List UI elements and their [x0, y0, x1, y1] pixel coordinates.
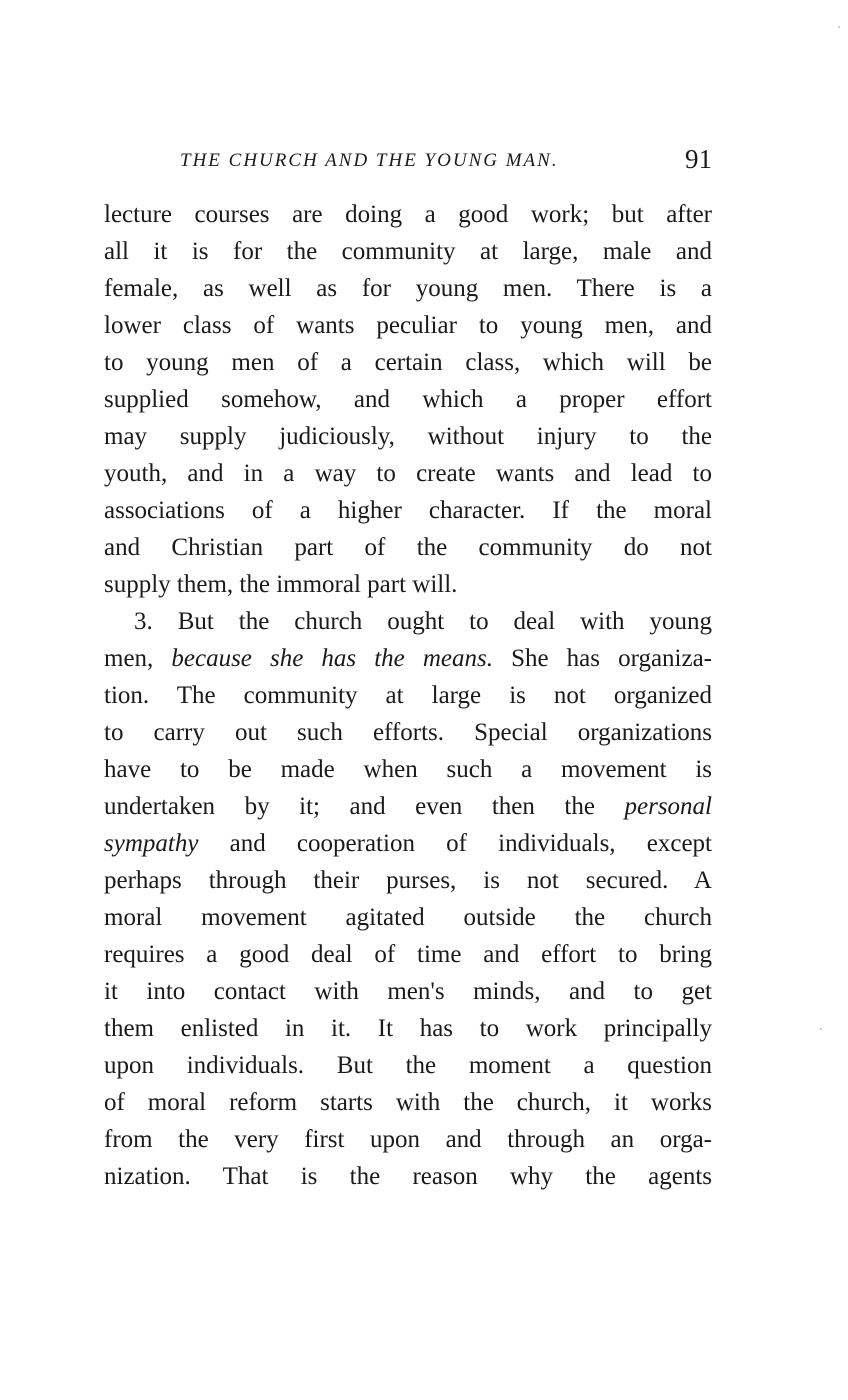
line-text: and cooperation of individuals, except: [198, 830, 712, 857]
text-line: them enlisted in it. It has to work principally: [104, 1015, 712, 1042]
text-line: requires a good deal of time and effort to bring: [104, 941, 712, 968]
text-line: nization. That is the reason why the agents: [104, 1163, 712, 1190]
text-line: 3. But the church ought to deal with young: [134, 608, 712, 635]
text-line: have to be made when such a movement is: [104, 756, 712, 783]
text-line: and Christian part of the community do not: [104, 534, 712, 561]
text-line: from the very first upon and through an orga-: [104, 1126, 712, 1153]
italic-phrase: sympathy: [104, 830, 199, 857]
text-line: [104, 640, 712, 677]
body-text: [104, 196, 712, 1195]
italic-phrase: because she has the means.: [171, 645, 493, 672]
text-line: moral movement agitated outside the church: [104, 904, 712, 931]
text-line: lecture courses are doing a good work; but after: [104, 201, 712, 228]
text-line: supply them, the immoral part will.: [104, 571, 458, 598]
text-line: lower class of wants peculiar to young men, and: [104, 312, 712, 339]
scan-speck: [820, 1028, 822, 1030]
italic-phrase: personal: [624, 793, 712, 820]
text-line: of moral reform starts with the church, it works: [104, 1089, 712, 1116]
text-line: youth, and in a way to create wants and lead to: [104, 460, 712, 487]
line-text: undertaken by it; and even then the: [104, 793, 625, 820]
line-text: men,: [104, 645, 172, 672]
running-title: THE CHURCH AND THE YOUNG MAN.: [180, 150, 559, 171]
text-line: to carry out such efforts. Special organizations: [104, 719, 712, 746]
running-head: [104, 146, 712, 180]
text-line: female, as well as for young men. There is a: [104, 275, 712, 302]
text-line: tion. The community at large is not organized: [104, 682, 712, 709]
text-line: upon individuals. But the moment a question: [104, 1052, 712, 1079]
text-line: [104, 788, 712, 825]
text-line: may supply judiciously, without injury to the: [104, 423, 712, 450]
text-line: perhaps through their purses, is not secured. A: [104, 867, 712, 894]
line-text: She has organiza-: [492, 645, 713, 672]
text-line: it into contact with men's minds, and to get: [104, 978, 712, 1005]
text-line: associations of a higher character. If the moral: [104, 497, 712, 524]
page-number: 91: [685, 144, 712, 174]
scan-speck: [838, 26, 840, 28]
text-line: supplied somehow, and which a proper effort: [104, 386, 712, 413]
text-line: to young men of a certain class, which will be: [104, 349, 712, 376]
text-line: [104, 825, 712, 862]
text-line: all it is for the community at large, male and: [104, 238, 712, 265]
